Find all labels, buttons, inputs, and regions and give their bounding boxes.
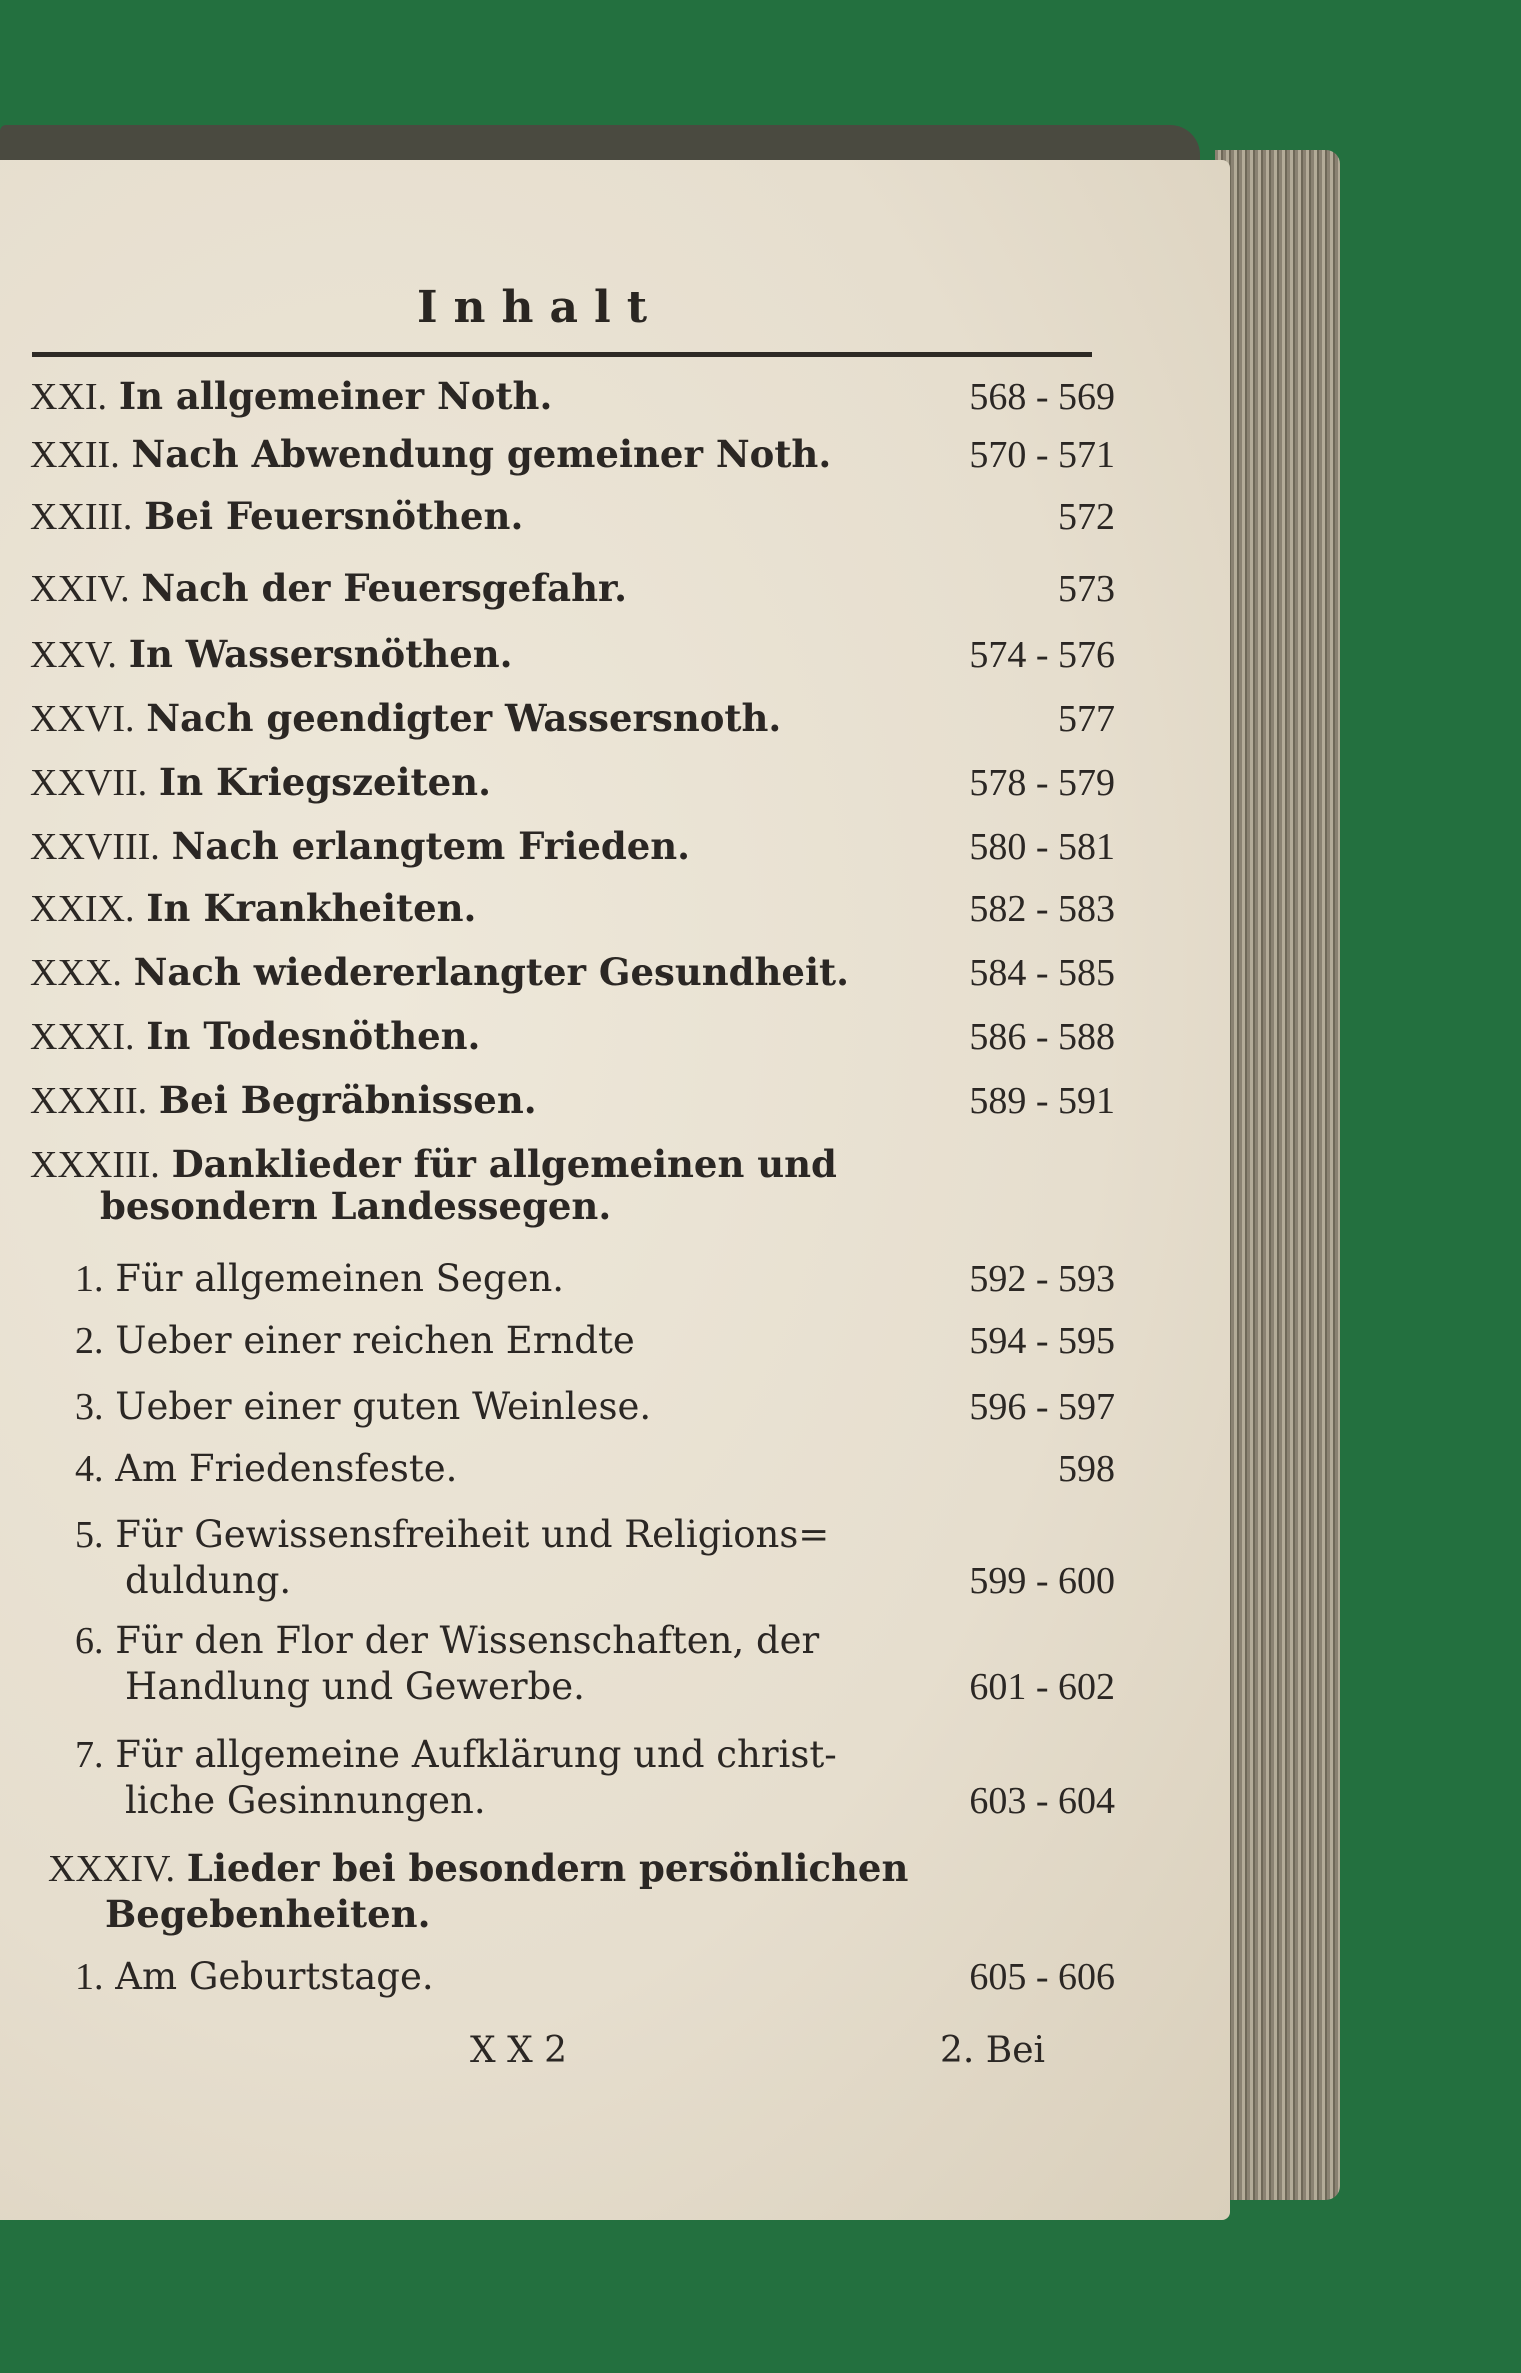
page-title: Inhalt: [416, 282, 664, 333]
title-rule: [32, 352, 1092, 357]
catchword: 2. Bei: [940, 2030, 1046, 2071]
page-edges: [1215, 150, 1340, 2200]
signature-mark: X X 2: [470, 2030, 568, 2071]
